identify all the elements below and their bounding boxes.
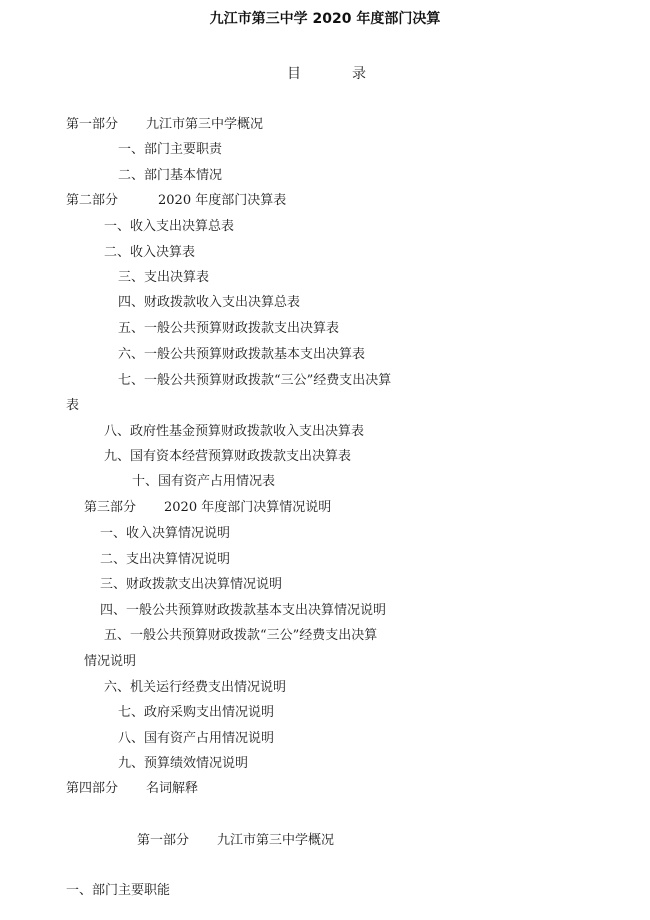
section-title: 九江市第三中学概况 xyxy=(217,833,335,848)
toc-entry[interactable] xyxy=(66,193,286,209)
toc-entry[interactable]: 一、收入支出决算总表 xyxy=(104,219,235,234)
toc-entry[interactable]: 九、国有资本经营预算财政拨款支出决算表 xyxy=(104,449,352,464)
toc-entry[interactable]: 九、预算绩效情况说明 xyxy=(118,756,249,771)
toc-entry[interactable]: 六、机关运行经费支出情况说明 xyxy=(104,680,287,695)
document-title: 九江市第三中学 2020 年度部门决算 xyxy=(209,11,441,27)
toc-entry[interactable]: 一、收入决算情况说明 xyxy=(100,526,231,541)
toc-heading-char-2: 录 xyxy=(352,66,366,82)
toc-entry[interactable]: 二、支出决算情况说明 xyxy=(100,552,231,567)
toc-entry-text: 2020 年度部门决算情况说明 xyxy=(164,500,332,515)
toc-entry[interactable] xyxy=(84,500,331,516)
toc-part-label: 第四部分 xyxy=(66,781,119,796)
toc-part-label: 第二部分 xyxy=(66,193,119,208)
subheading: 一、部门主要职能 xyxy=(66,883,171,898)
toc-entry[interactable]: 四、财政拨款收入支出决算总表 xyxy=(118,295,301,310)
toc-entry-text: 九江市第三中学概况 xyxy=(146,117,264,132)
toc-entry[interactable]: 十、国有资产占用情况表 xyxy=(132,474,276,489)
toc-part-label: 第一部分 xyxy=(66,117,119,132)
toc-entry[interactable]: 七、政府采购支出情况说明 xyxy=(118,705,275,720)
toc-entry[interactable]: 八、政府性基金预算财政拨款收入支出决算表 xyxy=(104,424,365,439)
toc-entry[interactable] xyxy=(66,781,198,797)
toc-entry-continued[interactable]: 情况说明 xyxy=(84,654,137,669)
toc-entry[interactable]: 一、部门主要职责 xyxy=(118,142,223,157)
toc-entry[interactable]: 四、一般公共预算财政拨款基本支出决算情况说明 xyxy=(100,603,387,618)
toc-heading-char-1: 目 xyxy=(287,66,301,82)
section-part-label: 第一部分 xyxy=(137,833,190,848)
section-heading xyxy=(137,833,334,849)
toc-entry-text: 名词解释 xyxy=(146,781,199,796)
toc-entry[interactable]: 三、支出决算表 xyxy=(118,270,210,285)
toc-entry[interactable]: 二、部门基本情况 xyxy=(118,168,223,183)
toc-entry-continued[interactable]: 表 xyxy=(66,398,80,413)
toc-entry[interactable]: 五、一般公共预算财政拨款支出决算表 xyxy=(118,321,340,336)
toc-entry[interactable]: 二、收入决算表 xyxy=(104,245,196,260)
toc-entry[interactable]: 六、一般公共预算财政拨款基本支出决算表 xyxy=(118,347,366,362)
toc-entry[interactable]: 五、一般公共预算财政拨款“三公”经费支出决算 xyxy=(104,628,378,643)
toc-entry[interactable]: 八、国有资产占用情况说明 xyxy=(118,731,275,746)
toc-entry-text: 2020 年度部门决算表 xyxy=(158,193,287,208)
toc-part-label: 第三部分 xyxy=(84,500,137,515)
toc-entry[interactable] xyxy=(66,117,263,133)
toc-entry[interactable]: 七、一般公共预算财政拨款“三公”经费支出决算 xyxy=(118,373,392,388)
toc-entry[interactable]: 三、财政拨款支出决算情况说明 xyxy=(100,577,283,592)
